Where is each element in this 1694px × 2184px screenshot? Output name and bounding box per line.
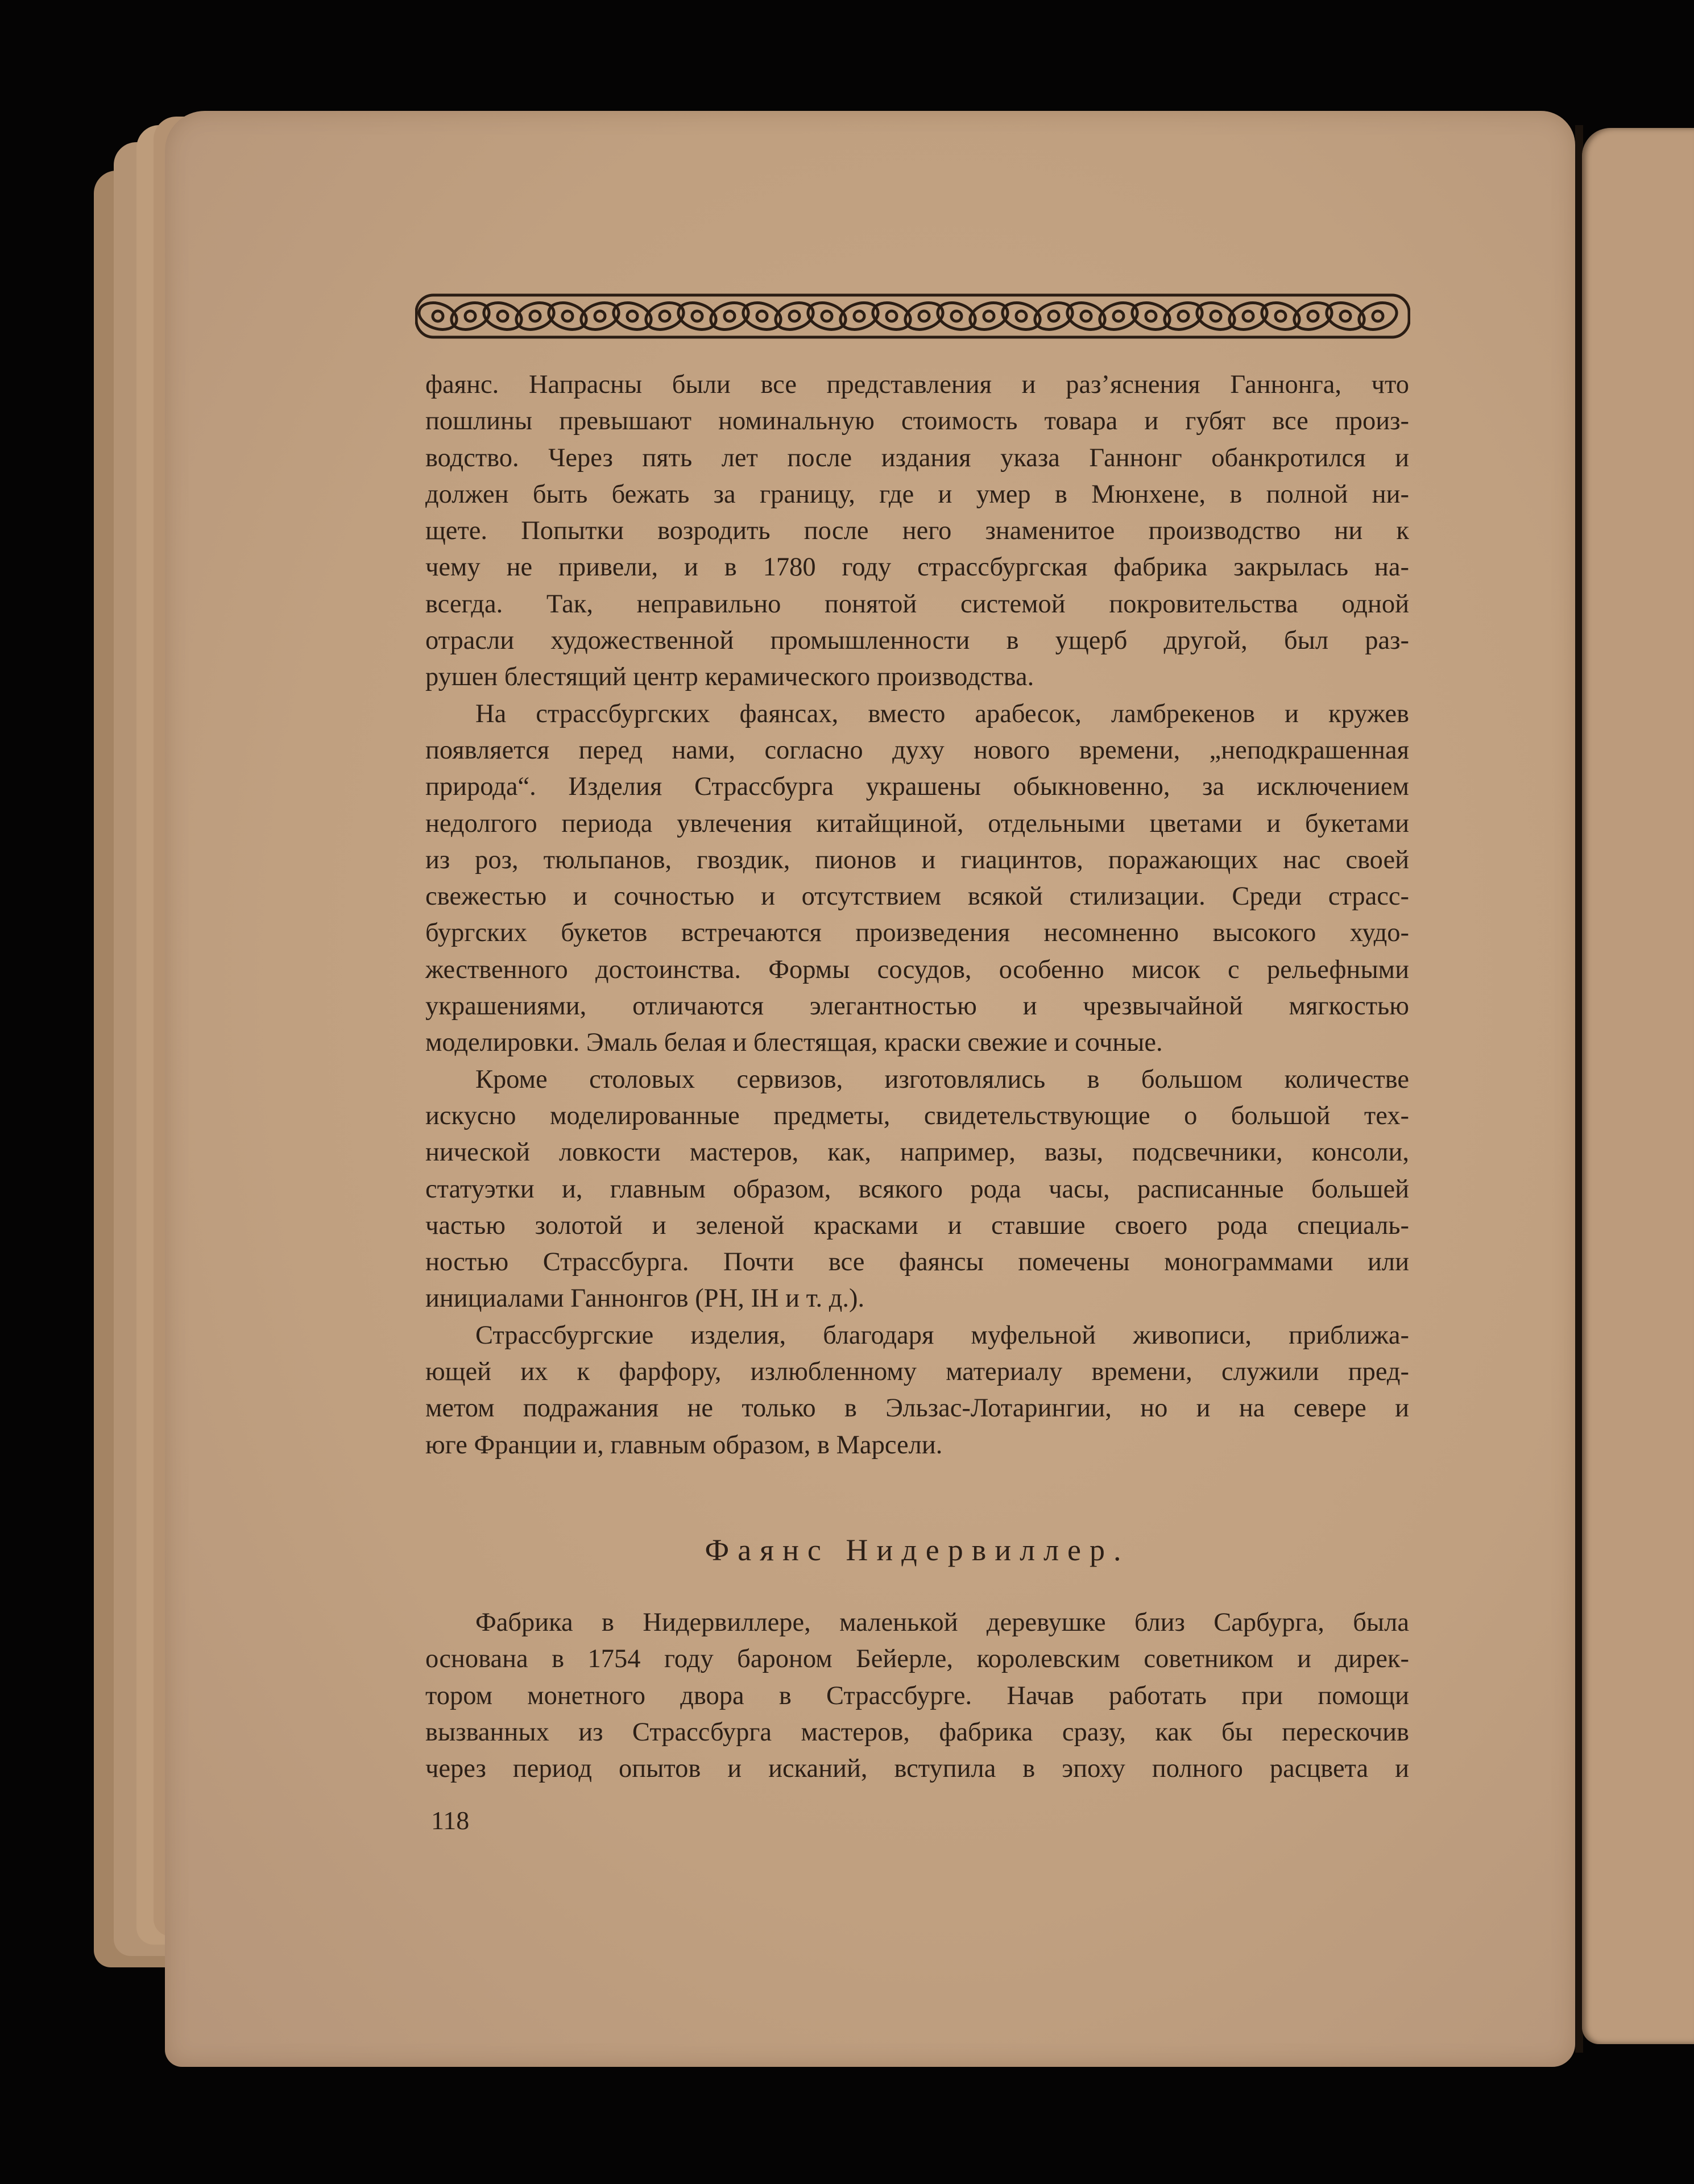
text-line: из роз, тюльпанов, гвоздик, пионов и гиацинтов, поражающих нас своей xyxy=(425,845,1409,875)
body-text-block-1 xyxy=(425,367,1409,1464)
text-line: через период опытов и исканий, вступила в эпоху полного расцвета и xyxy=(425,1754,1409,1784)
text-line: должен быть бежать за границу, где и умер в Мюнхене, в полной ни- xyxy=(425,479,1409,509)
text-line: нической ловкости мастеров, как, например, вазы, подсвечники, консоли, xyxy=(425,1138,1409,1167)
text-line: основана в 1754 году бароном Бейерле, королевским советником и дирек- xyxy=(425,1644,1409,1674)
text-line: отрасли художественной промышленности в ущерб другой, был раз- xyxy=(425,626,1409,656)
text-line: бургских букетов встречаются произведения несомненно высокого худо- xyxy=(425,918,1409,948)
body-text-block-2 xyxy=(425,1605,1409,1787)
ornament-header xyxy=(415,293,1410,339)
text-line: недолгого периода увлечения китайщиной, отдельными цветами и букетами xyxy=(425,809,1409,838)
text-line: Фабрика в Нидервиллере, маленькой деревушке близ Сарбурга, была xyxy=(475,1608,1409,1637)
page-number: 118 xyxy=(431,1806,470,1835)
text-line: инициалами Ганнонгов (PH, IH и т. д.). xyxy=(425,1284,865,1313)
text-line: ностью Страссбурга. Почти все фаянсы помечены монограммами или xyxy=(425,1248,1409,1277)
text-line: фаянс. Напрасны были все представления и раз’яснения Ганнонга, что xyxy=(425,370,1409,399)
text-line: природа“. Изделия Страссбурга украшены обыкновенно, за исключением xyxy=(425,772,1409,802)
text-line: украшениями, отличаются элегантностью и чрезвычайной мягкостью xyxy=(425,992,1409,1021)
text-line: чему не привели, и в 1780 году страссбургская фабрика закрылась на- xyxy=(425,553,1409,582)
text-line: тором монетного двора в Страссбурге. Начав работать при помощи xyxy=(425,1681,1409,1710)
text-line: появляется перед нами, согласно духу нового времени, „неподкрашенная xyxy=(425,735,1409,765)
text-line: метом подражания не только в Эльзас-Лотарингии, но и на севере и xyxy=(425,1394,1409,1423)
text-line: моделировки. Эмаль белая и блестящая, краски свежие и сочные. xyxy=(425,1028,1163,1058)
text-line: юге Франции и, главным образом, в Марсели. xyxy=(425,1430,943,1460)
text-line: всегда. Так, неправильно понятой системой покровительства одной xyxy=(425,589,1409,619)
text-line: статуэтки и, главным образом, всякого рода часы, расписанные большей xyxy=(425,1174,1409,1204)
text-line: щете. Попытки возродить после него знаменитое производство ни к xyxy=(425,516,1409,546)
text-line: водство. Через пять лет после издания указа Ганнонг обанкротился и xyxy=(425,443,1409,473)
text-line: искусно моделированные предметы, свидетельствующие о большой тех- xyxy=(425,1101,1409,1130)
text-line: частью золотой и зеленой красками и ставшие своего рода специаль- xyxy=(425,1211,1409,1240)
section-heading: Фаянс Нидервиллер. xyxy=(705,1533,1130,1567)
text-line: вызванных из Страссбурга мастеров, фабрика сразу, как бы перескочив xyxy=(425,1717,1409,1747)
text-line: рушен блестящий центр керамического производства. xyxy=(425,662,1034,692)
text-line: свежестью и сочностью и отсутствием всякой стилизации. Среди страсс- xyxy=(425,882,1409,911)
text-line: Страссбургские изделия, благодаря муфельной живописи, приближа- xyxy=(475,1320,1409,1350)
text-line: жественного достоинства. Формы сосудов, особенно мисок с рельефными xyxy=(425,955,1409,984)
text-line: На страссбургских фаянсах, вместо арабесок, ламбрекенов и кружев xyxy=(475,699,1409,728)
text-line: пошлины превышают номинальную стоимость товара и губят все произ- xyxy=(425,407,1409,436)
text-line: ющей их к фарфору, излюбленному материалу времени, служили пред- xyxy=(425,1357,1409,1387)
text-line: Кроме столовых сервизов, изготовлялись в большом количестве xyxy=(475,1064,1409,1094)
next-page-edge xyxy=(1582,128,1694,2044)
